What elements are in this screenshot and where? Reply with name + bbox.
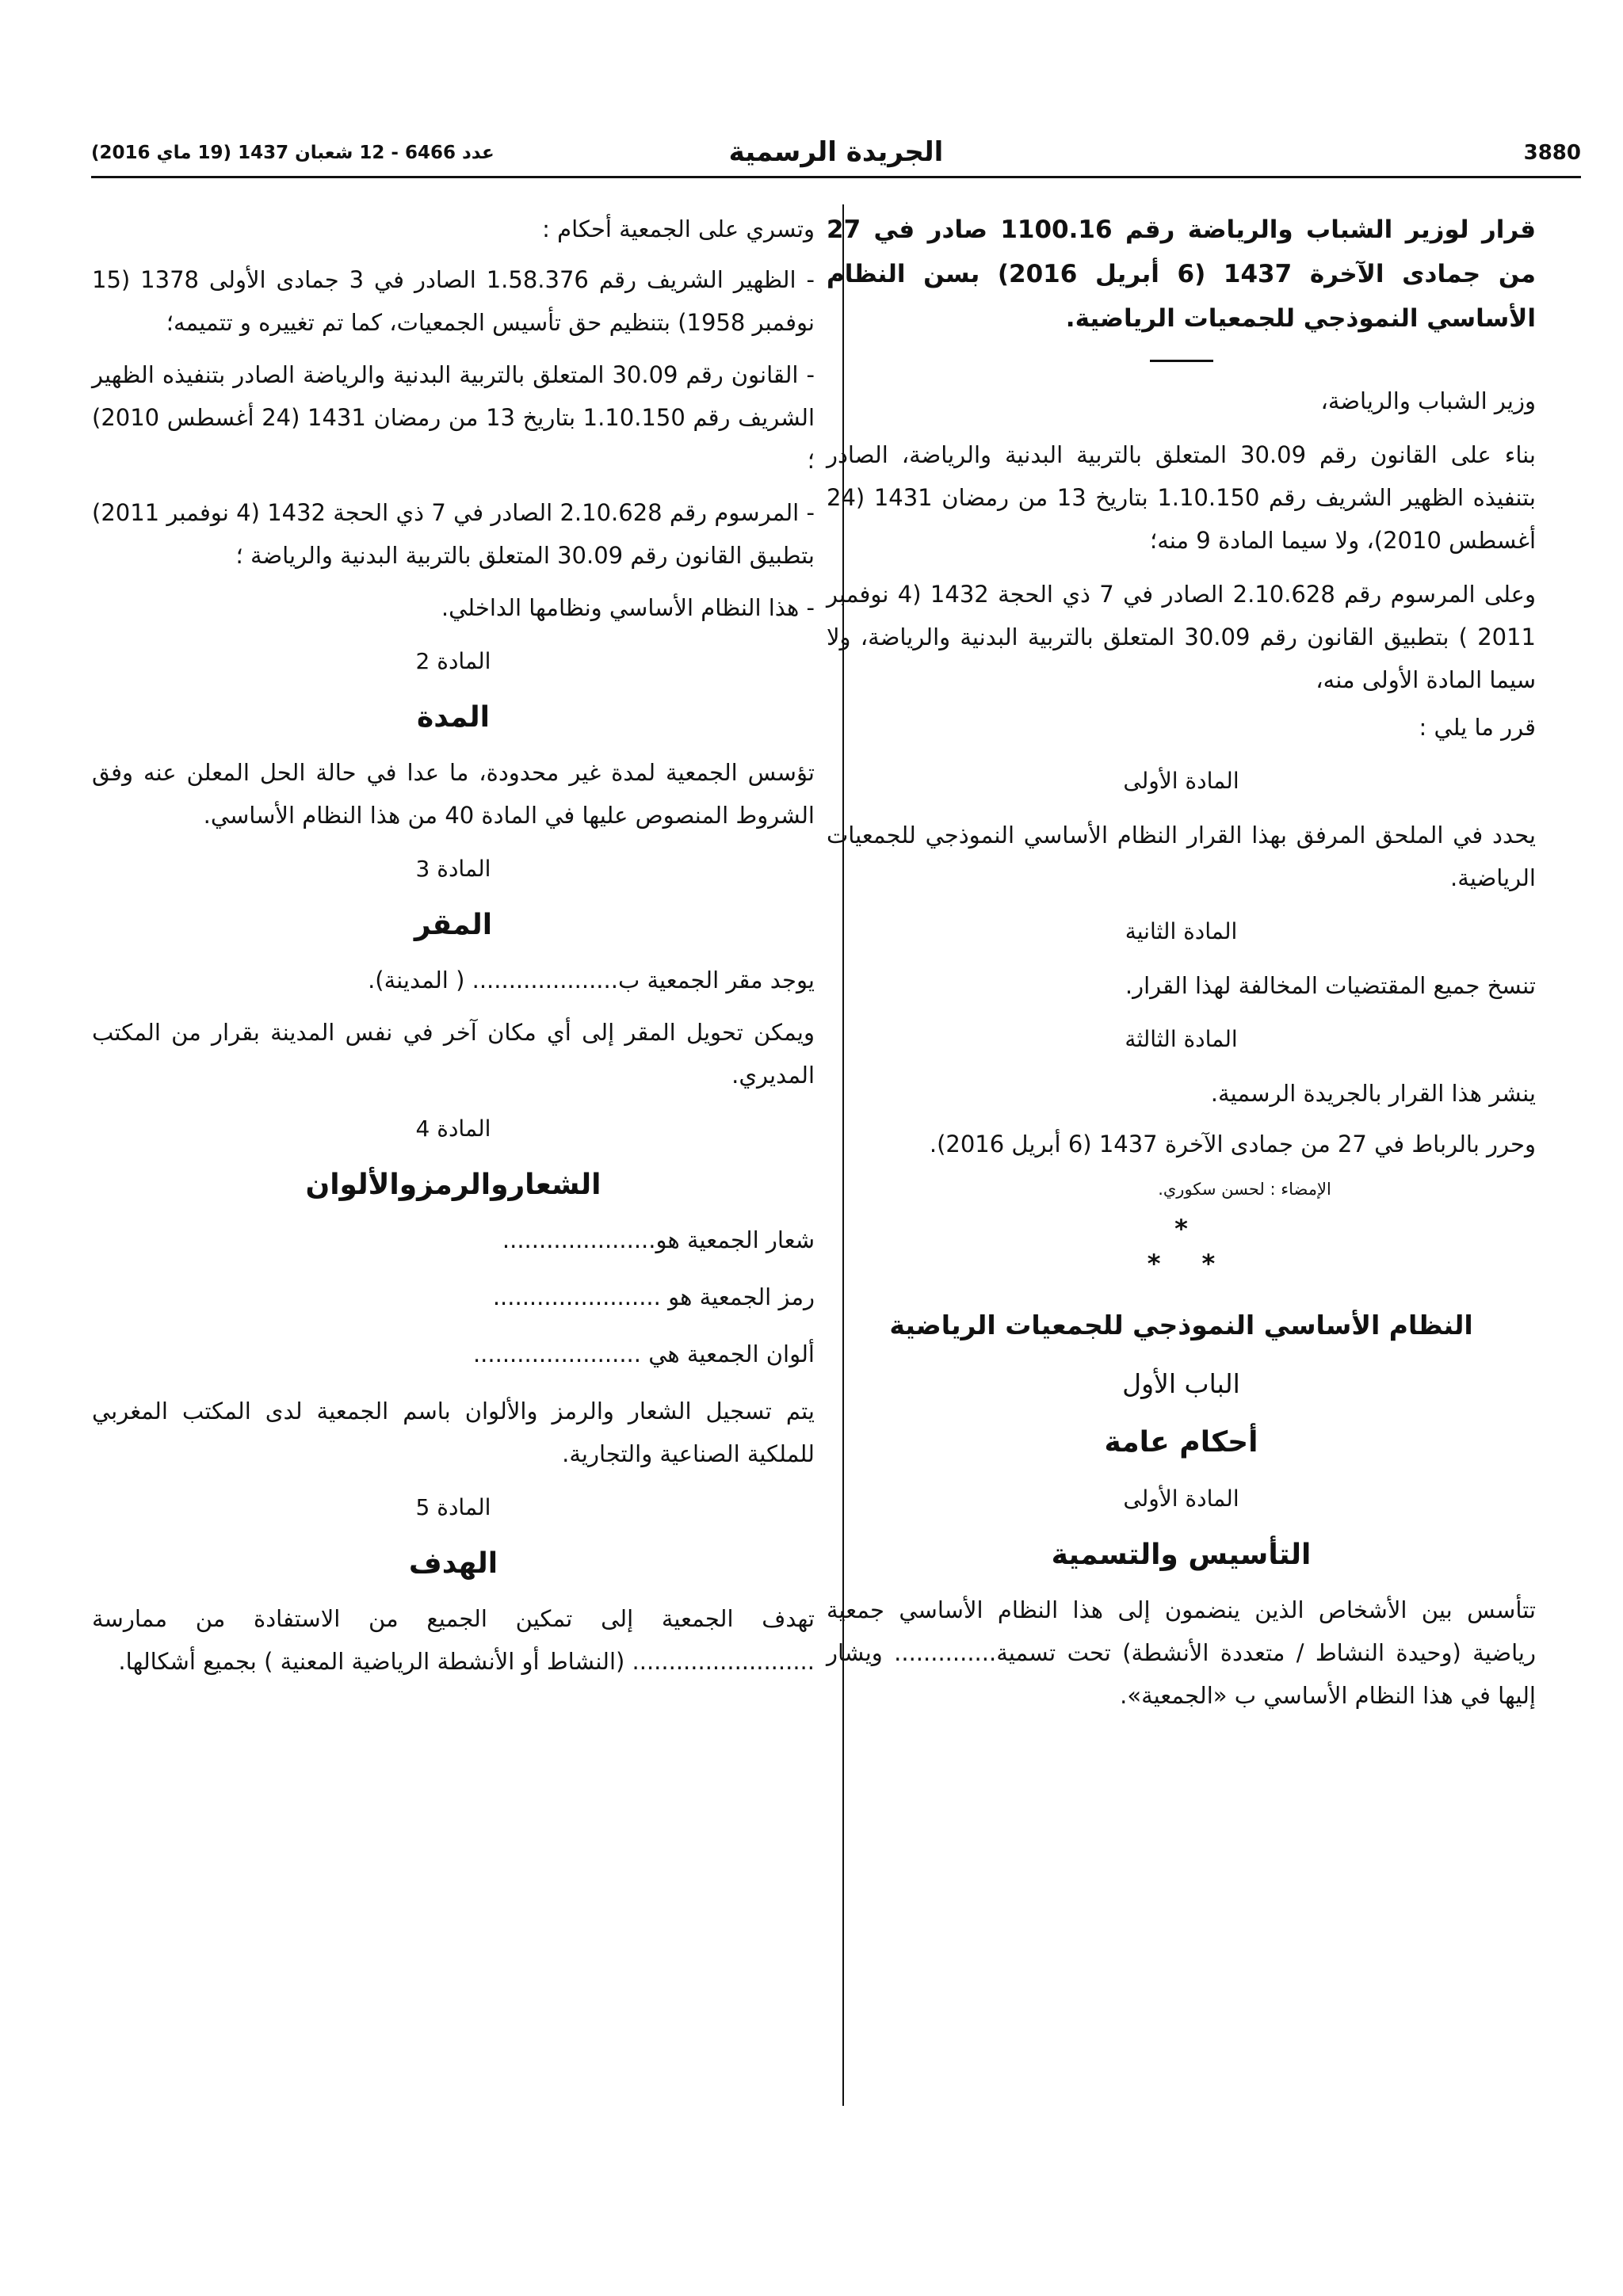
signature: الإمضاء : لحسن سكوري. [1158,1180,1331,1199]
article-3-label: المادة الثالثة [1125,1026,1238,1052]
article-4-label: المادة 4 [415,1116,491,1142]
header-rule [91,176,1581,178]
provisions-intro: وتسري على الجمعية أحكام : [542,215,815,242]
decides-line: قرر ما يلي : [1419,714,1536,741]
article-2-label: المادة 2 [415,648,491,674]
title-separator [1150,360,1213,362]
article-4-text: يتم تسجيل الشعار والرمز والألوان باسم الجمعية لدى المكتب المغربي للملكية الصناعية والتجارية. [92,1398,815,1467]
article-3-label: المادة 3 [415,856,491,882]
statute-title: النظام الأساسي النموذجي للجمعيات الرياضية [889,1310,1473,1341]
star-separator [827,1211,1536,1281]
statute-article-1-title: التأسيس والتسمية [1051,1539,1312,1571]
statute-article-1-label: المادة الأولى [1123,1486,1239,1512]
chapter-title: أحكام عامة [1104,1426,1258,1459]
star: * [1147,1249,1161,1279]
provision-item: - المرسوم رقم 2.10.628 الصادر في 7 ذي الحجة 1432 (4 نوفمبر 2011) بتطبيق القانون رقم 30.09 المتعلق بالتربية البدنية والرياضة ؛ [92,499,815,569]
article-2-title: المدة [416,701,491,734]
minister-line: وزير الشباب والرياضة، [1320,387,1536,414]
article-3-title: المقر [414,909,493,941]
done-at-line: وحرر بالرباط في 27 من جمادى الآخرة 1437 (6 أبريل 2016). [929,1131,1536,1158]
page-header [91,136,1581,176]
preamble-2: وعلى المرسوم رقم 2.10.628 الصادر في 7 ذي الحجة 1432 (4 نوفمبر 2011 ) بتطبيق القانون رقم 30.09 المتعلق بالتربية البدنية والرياضة، ولا سيما المادة الأولى منه، [827,581,1537,693]
star: * [1174,1214,1188,1244]
left-column [92,208,815,1683]
provision-item: - القانون رقم 30.09 المتعلق بالتربية البدنية والرياضة الصادر بتنفيذه الظهير الشريف رقم 1.10.150 بتاريخ 13 من رمضان 1431 (24 أغسطس 2010) ؛ [92,361,815,474]
article-5-title: الهدف [408,1547,498,1580]
decree-title: قرار لوزير الشباب والرياضة رقم 1100.16 صادر في 27 من جمادى الآخرة 1437 (6 أبريل 2016) بسن النظام الأساسي النموذجي للجمعيات الرياضية. [827,215,1536,333]
article-2-label: المادة الثانية [1125,918,1238,944]
page-number: 3880 [1523,141,1581,165]
article-5-text: تهدف الجمعية إلى تمكين الجميع من الاستفادة من ممارسة ......................... (النشاط أو الأنشطة الرياضية المعنية ) بجميع أشكالها. [92,1605,815,1675]
article-2-text: تنسخ جميع المقتضيات المخالفة لهذا القرار. [1125,972,1536,999]
provision-item: - الظهير الشريف رقم 1.58.376 الصادر في 3 جمادى الأولى 1378 (15 نوفمبر 1958) بتنظيم حق تأسيس الجمعيات، كما تم تغييره و تتميمه؛ [92,266,815,336]
article-1-label: المادة الأولى [1123,768,1239,794]
statute-article-1-text: تتأسس بين الأشخاص الذين ينضمون إلى هذا النظام الأساسي جمعية رياضية (وحيدة النشاط / متعددة الأنشطة) تحت تسمية.............. ويشار إليها في هذا النظام الأساسي ب «الجمعية». [827,1596,1536,1709]
star: * [1201,1249,1216,1279]
issue-info: عدد 6466 - 12 شعبان 1437 (19 ماي 2016) [91,143,495,163]
article-4-colors: ألوان الجمعية هي ....................... [472,1341,815,1367]
article-3-text: ينشر هذا القرار بالجريدة الرسمية. [1210,1080,1536,1107]
chapter-label: الباب الأول [1122,1368,1240,1399]
article-3-text: يوجد مقر الجمعية ب.................... ( المدينة). [368,967,815,994]
article-5-label: المادة 5 [415,1494,491,1520]
journal-title: الجريدة الرسمية [728,136,944,168]
article-2-text: تؤسس الجمعية لمدة غير محدودة، ما عدا في حالة الحل المعلن عنه وفق الشروط المنصوص عليها في المادة 40 من هذا النظام الأساسي. [92,759,815,829]
article-4-slogan: شعار الجمعية هو..................... [502,1226,815,1253]
article-3-text: ويمكن تحويل المقر إلى أي مكان آخر في نفس المدينة بقرار من المكتب المديري. [92,1019,815,1089]
article-4-symbol: رمز الجمعية هو ....................... [492,1283,815,1310]
article-4-title: الشعاروالرمزوالألوان [305,1169,601,1201]
article-1-text: يحدد في الملحق المرفق بهذا القرار النظام الأساسي النموذجي للجمعيات الرياضية. [827,822,1536,891]
provision-item: - هذا النظام الأساسي ونظامها الداخلي. [441,594,815,621]
preamble-1: بناء على القانون رقم 30.09 المتعلق بالتربية البدنية والرياضة، الصادر بتنفيذه الظهير الشريف رقم 1.10.150 بتاريخ 13 من رمضان 1431 (24 أغسطس 2010)، ولا سيما المادة 9 منه؛ [827,441,1536,554]
right-column [827,208,1536,1717]
